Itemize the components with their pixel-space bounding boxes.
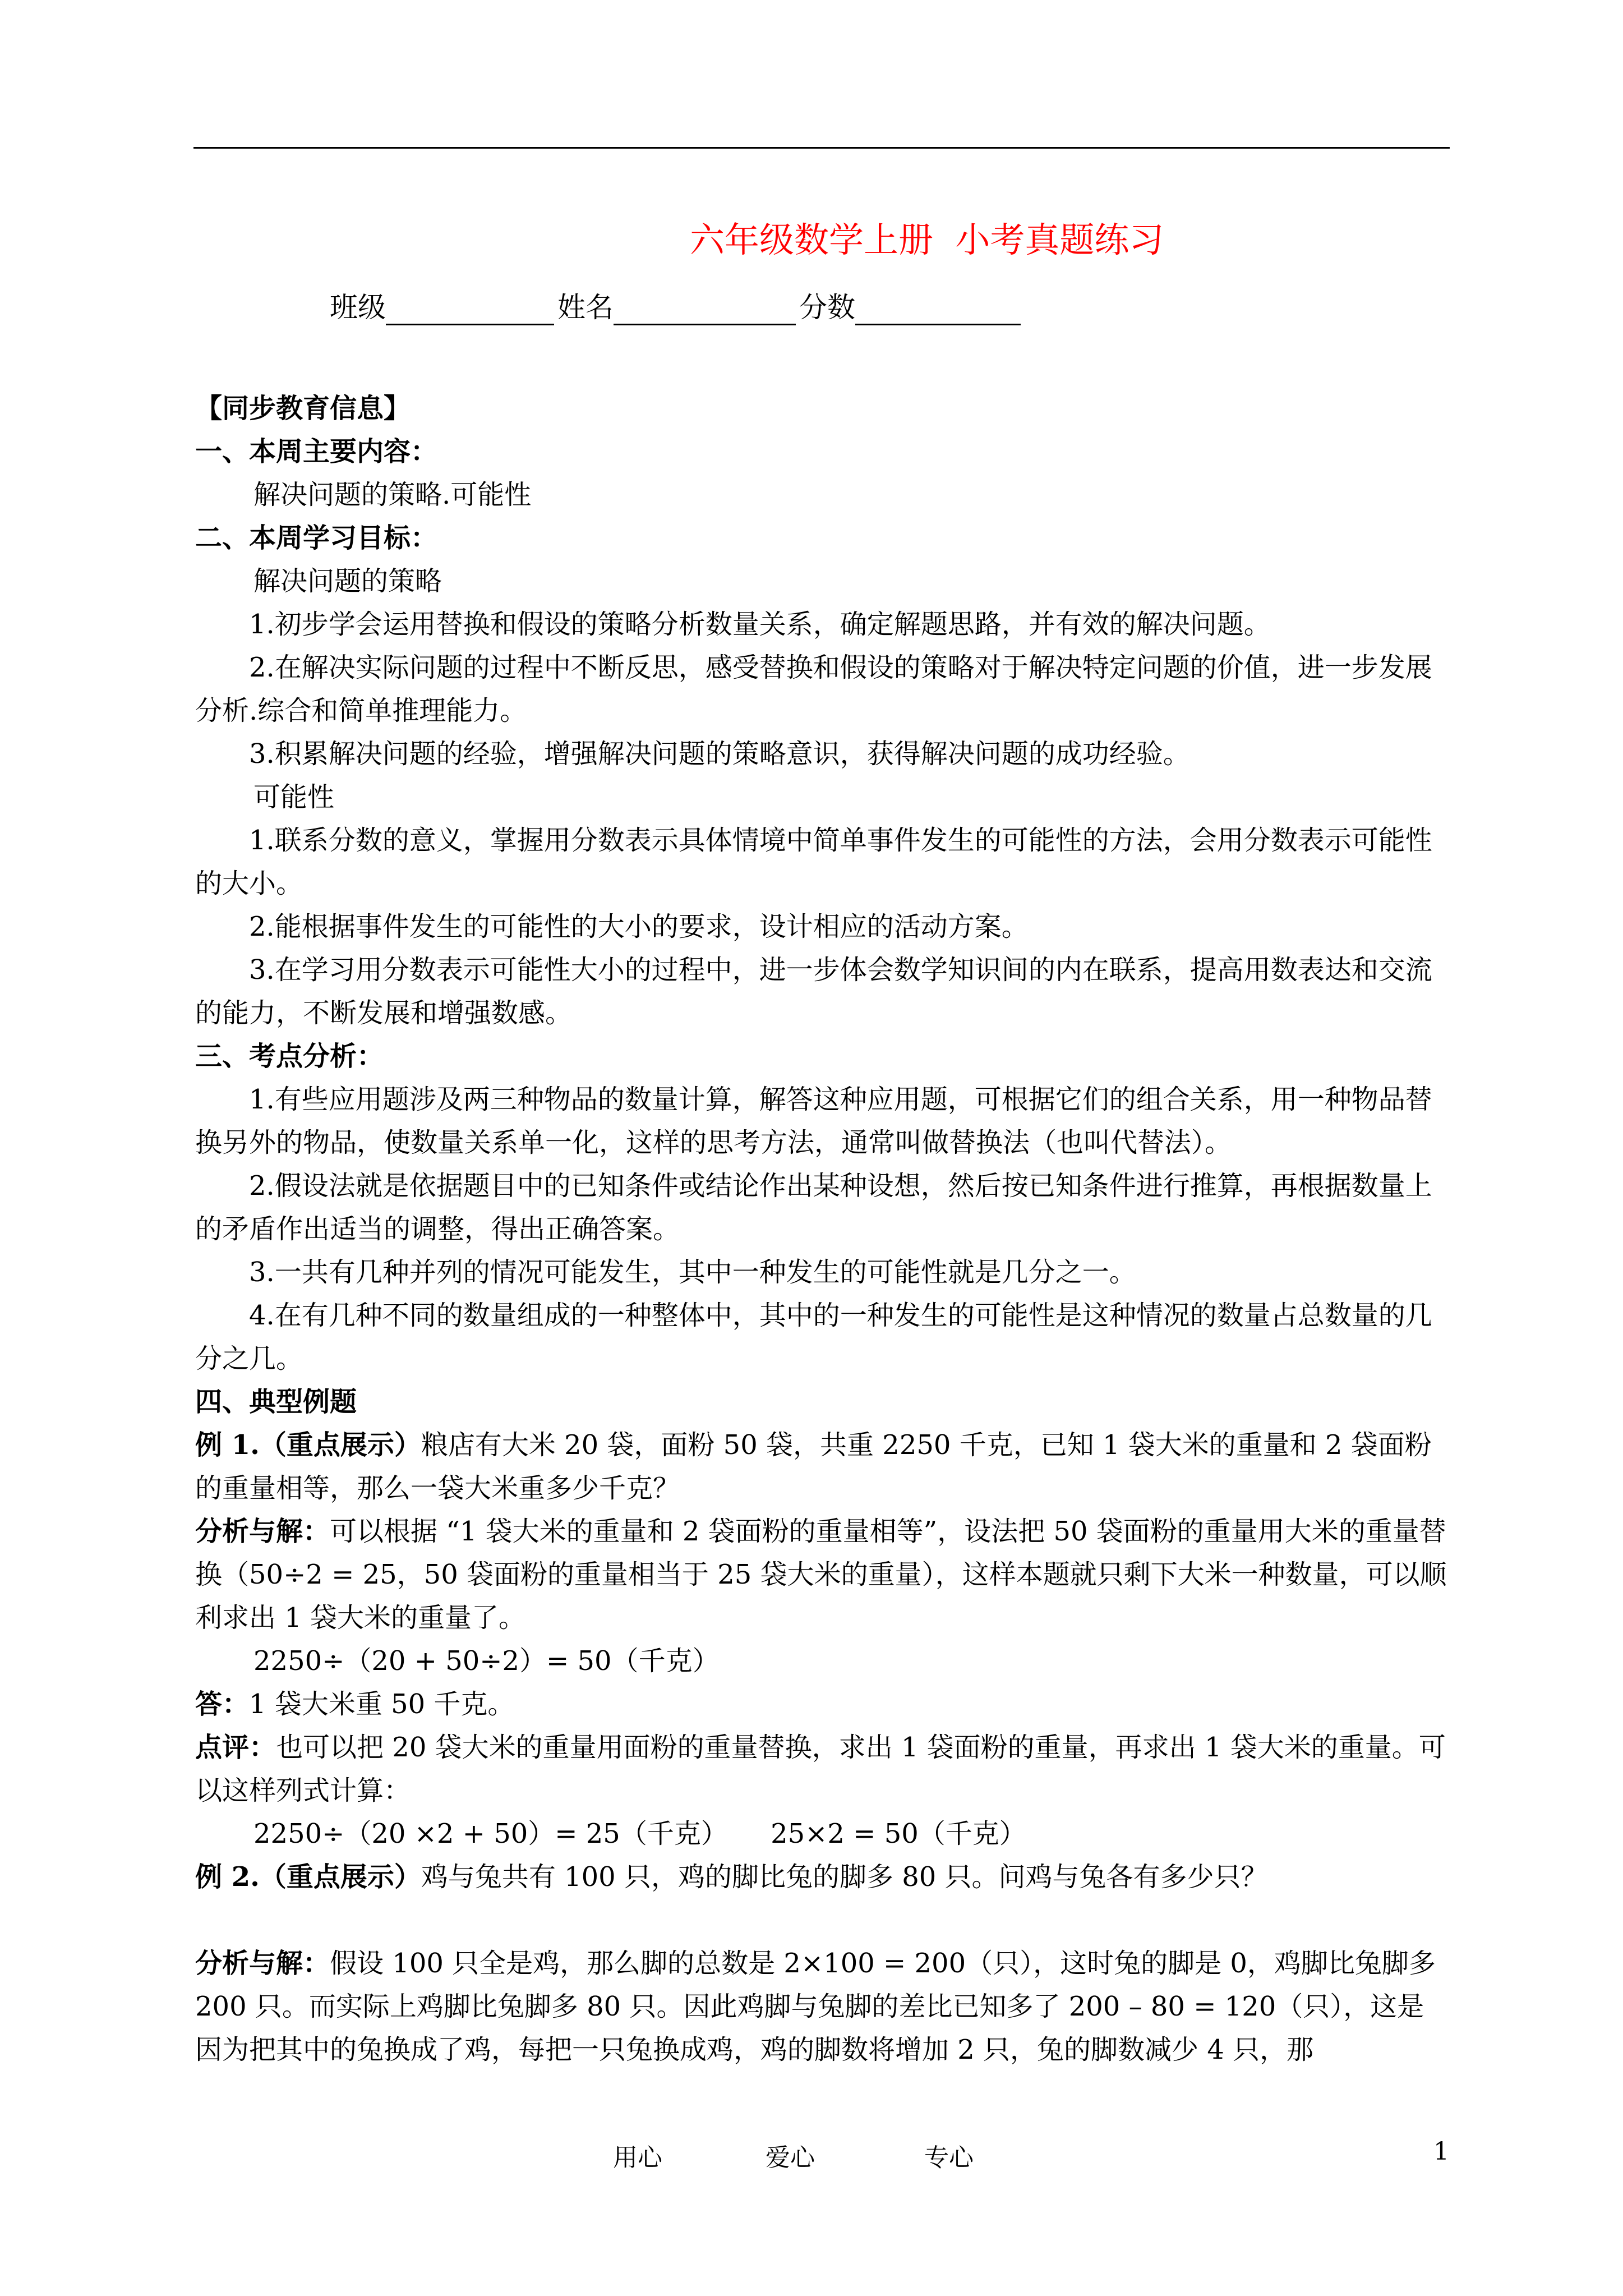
example1-formula: 2250÷（20 + 50÷2）= 50（千克） <box>253 1645 720 1677</box>
student-info-fields <box>330 285 1024 325</box>
section2-subheading-possibility: 可能性 <box>253 781 335 813</box>
score-label: 分数 <box>799 291 855 324</box>
section2-paragraph: 2.在解决实际问题的过程中不断反思，感受替换和假设的策略对于解决特定问题的价值，进一步发展分析.综合和简单推理能力。 <box>195 652 1432 726</box>
class-label: 班级 <box>330 291 386 324</box>
section2-paragraph: 2.能根据事件发生的可能性的大小的要求，设计相应的活动方案。 <box>249 911 1029 942</box>
example1-question: 例 1.（重点展示）粮店有大米 20 袋，面粉 50 袋，共重 2250 千克，已知 1 袋大米的重量和 2 袋面粉的重量相等，那么一袋大米重多少千克？ <box>195 1429 1432 1504</box>
section3-paragraph: 4.在有几种不同的数量组成的一种整体中，其中的一种发生的可能性是这种情况的数量占总数量的几分之几。 <box>195 1300 1432 1374</box>
page-number: 1 <box>1433 2137 1449 2166</box>
spacer <box>195 1899 1447 1942</box>
footer-motto-2: 爱心 <box>766 2143 815 2172</box>
example1-answer: 答：1 袋大米重 50 千克。 <box>195 1688 515 1720</box>
footer-motto-3: 专心 <box>924 2143 974 2172</box>
example1-analysis: 分析与解：可以根据 “1 袋大米的重量和 2 袋面粉的重量相等”，设法把 50 袋面粉的重量用大米的重量替换（50÷2 = 25，50 袋面粉的重量相当于 25 袋大米的重量），这样本题就只剩下大米一种数量，可以顺利求出 1 袋大米的重量了。 <box>195 1516 1447 1634</box>
example2-question: 例 2.（重点展示）鸡与兔共有 100 只，鸡的脚比兔的脚多 80 只。问鸡与兔各有多少只？ <box>195 1861 1268 1893</box>
class-blank <box>386 298 554 325</box>
section1-heading: 一、本周主要内容： <box>195 436 438 467</box>
document-title: 六年级数学上册 小考真题练习 <box>690 219 1164 260</box>
section4-heading: 四、典型例题 <box>195 1386 357 1418</box>
section2-paragraph: 3.积累解决问题的经验，增强解决问题的策略意识，获得解决问题的成功经验。 <box>249 738 1190 770</box>
document-body <box>195 387 1447 2072</box>
section3-paragraph: 2.假设法就是依据题目中的已知条件或结论作出某种设想，然后按已知条件进行推算，再根据数量上的矛盾作出适当的调整，得出正确答案。 <box>195 1170 1432 1245</box>
info-heading: 【同步教育信息】 <box>195 393 411 424</box>
section2-paragraph: 3.在学习用分数表示可能性大小的过程中，进一步体会数学知识间的内在联系，提高用数表达和交流的能力，不断发展和增强数感。 <box>195 954 1432 1029</box>
section3-paragraph: 3.一共有几种并列的情况可能发生，其中一种发生的可能性就是几分之一。 <box>249 1257 1136 1288</box>
score-blank <box>855 298 1021 325</box>
header-rule <box>193 147 1450 149</box>
section2-subheading-strategy: 解决问题的策略 <box>253 565 442 597</box>
example1-comment: 点评：也可以把 20 袋大米的重量用面粉的重量替换，求出 1 袋面粉的重量，再求出 1 袋大米的重量。可以这样列式计算： <box>195 1732 1446 1806</box>
section1-text: 解决问题的策略.可能性 <box>253 479 532 510</box>
section2-paragraph: 1.联系分数的意义，掌握用分数表示具体情境中简单事件发生的可能性的方法，会用分数表示可能性的大小。 <box>195 825 1432 899</box>
section2-heading: 二、本周学习目标： <box>195 522 438 554</box>
example1-formula-alt: 2250÷（20 ×2 + 50）= 25（千克） 25×2 = 50（千克） <box>253 1818 1026 1849</box>
example2-analysis: 分析与解：假设 100 只全是鸡，那么脚的总数是 2×100 = 200（只），这时兔的脚是 0，鸡脚比兔脚多 200 只。而实际上鸡脚比兔脚多 80 只。因此鸡脚与兔脚的差比已知多了 200 – 80 = 120（只），这是因为把其中的兔换成了鸡，每把一只兔换成鸡，鸡的脚数将增加 2 只，兔的脚数减少 4 只，那 <box>195 1948 1436 2065</box>
footer-motto-1: 用心 <box>613 2143 662 2172</box>
name-blank <box>614 298 796 325</box>
section2-paragraph: 1.初步学会运用替换和假设的策略分析数量关系，确定解题思路，并有效的解决问题。 <box>249 609 1271 640</box>
section3-paragraph: 1.有些应用题涉及两三种物品的数量计算，解答这种应用题，可根据它们的组合关系，用一种物品替换另外的物品，使数量关系单一化，这样的思考方法，通常叫做替换法（也叫代替法）。 <box>195 1084 1432 1158</box>
section3-heading: 三、考点分析： <box>195 1041 384 1072</box>
name-label: 姓名 <box>557 291 614 324</box>
